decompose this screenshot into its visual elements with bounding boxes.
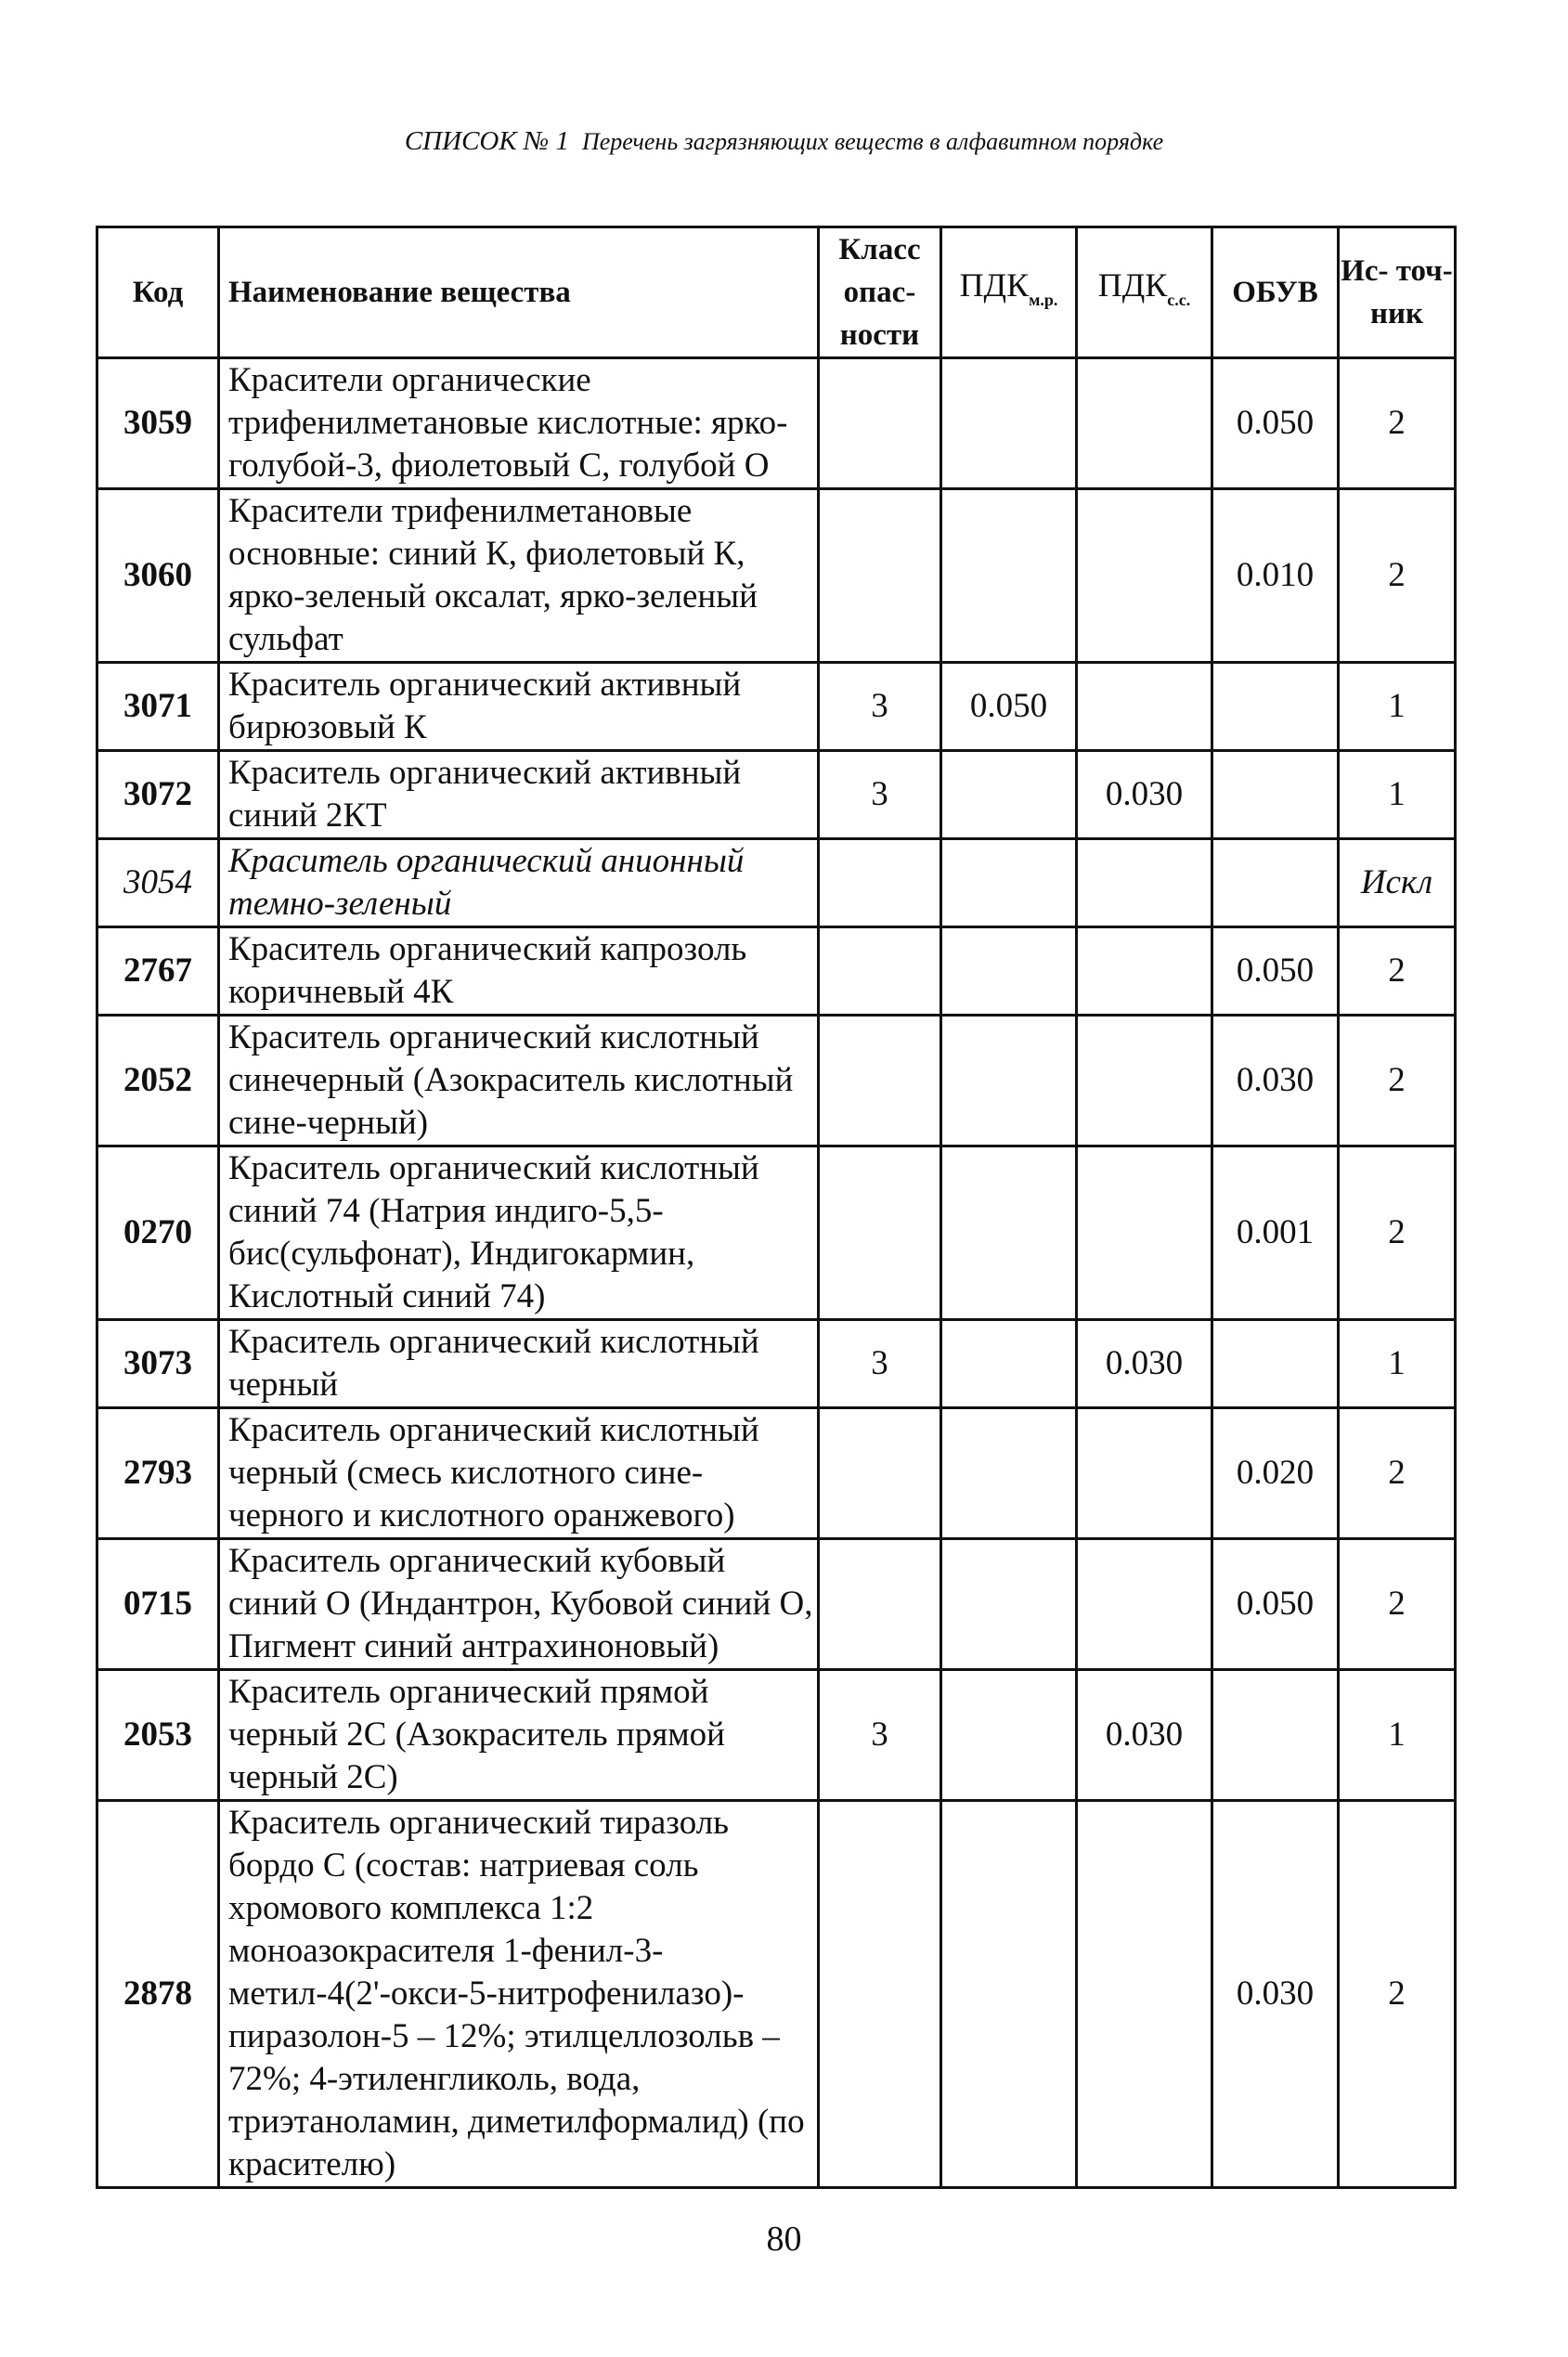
cell-pdk-ss (1077, 489, 1212, 663)
cell-code: 3054 (97, 839, 219, 927)
col-header-source (1339, 227, 1456, 358)
cell-source: 2 (1339, 358, 1456, 489)
col-header-pdk-mr (941, 227, 1077, 358)
cell-hazard-class (819, 1539, 941, 1670)
table-row (97, 663, 1456, 751)
cell-obuv (1212, 839, 1339, 927)
table-row (97, 1146, 1456, 1320)
cell-obuv (1212, 663, 1339, 751)
page-header (0, 126, 1568, 157)
cell-hazard-class (819, 1016, 941, 1146)
cell-pdk-ss (1077, 1408, 1212, 1539)
cell-obuv: 0.050 (1212, 927, 1339, 1016)
cell-pdk-mr: 0.050 (941, 663, 1077, 751)
cell-source: 2 (1339, 1539, 1456, 1670)
cell-pdk-mr (941, 1670, 1077, 1801)
cell-pdk-mr (941, 489, 1077, 663)
cell-hazard-class (819, 927, 941, 1016)
cell-pdk-ss (1077, 1539, 1212, 1670)
cell-hazard-class (819, 1801, 941, 2188)
cell-obuv: 0.010 (1212, 489, 1339, 663)
cell-name: Краситель органический кислотный синий 74 (Натрия индиго-5,5-бис(сульфонат), Индигокармин, Кислотный синий 74) (219, 1146, 819, 1320)
cell-source: 1 (1339, 751, 1456, 839)
table-row (97, 358, 1456, 489)
pdk-mr-subscript: м.р. (1029, 291, 1058, 309)
col-header-hazard-class (819, 227, 941, 358)
cell-pdk-mr (941, 1801, 1077, 2188)
cell-pdk-ss (1077, 1801, 1212, 2188)
cell-pdk-ss: 0.030 (1077, 1320, 1212, 1408)
table-row (97, 1801, 1456, 2188)
cell-source: 2 (1339, 927, 1456, 1016)
cell-name: Красители органические трифенилметановые кислотные: ярко-голубой-3, фиолетовый С, голубой О (219, 358, 819, 489)
cell-code: 0270 (97, 1146, 219, 1320)
cell-name: Краситель органический активный бирюзовый К (219, 663, 819, 751)
table-row (97, 489, 1456, 663)
cell-source: 2 (1339, 1408, 1456, 1539)
source-label: Ис- точ- ник (1341, 254, 1453, 330)
cell-name: Краситель органический капрозоль коричневый 4К (219, 927, 819, 1016)
cell-obuv: 0.050 (1212, 1539, 1339, 1670)
cell-name: Красители трифенилметановые основные: синий К, фиолетовый К, ярко-зеленый оксалат, ярко-зеленый сульфат (219, 489, 819, 663)
table-row-excluded (97, 839, 1456, 927)
cell-obuv: 0.050 (1212, 358, 1339, 489)
cell-code: 2767 (97, 927, 219, 1016)
pdk-ss-subscript: с.с. (1167, 291, 1191, 309)
cell-name: Краситель органический кислотный черный (смесь кислотного сине-черного и кислотного оранжевого) (219, 1408, 819, 1539)
cell-pdk-mr (941, 1408, 1077, 1539)
cell-pdk-mr (941, 751, 1077, 839)
cell-pdk-ss: 0.030 (1077, 1670, 1212, 1801)
col-header-code: Код (97, 227, 219, 358)
pdk-mr-label: ПДК (959, 266, 1030, 304)
cell-hazard-class: 3 (819, 663, 941, 751)
cell-pdk-ss: 0.030 (1077, 751, 1212, 839)
cell-source: 2 (1339, 489, 1456, 663)
cell-obuv: 0.020 (1212, 1408, 1339, 1539)
cell-name: Краситель органический кислотный синечерный (Азокраситель кислотный сине-черный) (219, 1016, 819, 1146)
cell-source: 2 (1339, 1801, 1456, 2188)
cell-hazard-class (819, 489, 941, 663)
cell-name: Краситель органический активный синий 2КТ (219, 751, 819, 839)
table-row (97, 1539, 1456, 1670)
substances-table (96, 226, 1457, 2189)
cell-pdk-ss (1077, 1016, 1212, 1146)
cell-code: 2052 (97, 1016, 219, 1146)
cell-pdk-mr (941, 358, 1077, 489)
page-number: 80 (766, 2220, 802, 2259)
cell-obuv: 0.001 (1212, 1146, 1339, 1320)
cell-pdk-mr (941, 1320, 1077, 1408)
cell-source: 1 (1339, 1320, 1456, 1408)
cell-name: Краситель органический кислотный черный (219, 1320, 819, 1408)
cell-pdk-ss (1077, 839, 1212, 927)
cell-pdk-mr (941, 1146, 1077, 1320)
cell-source: 1 (1339, 1670, 1456, 1801)
pdk-ss-label: ПДК (1097, 266, 1168, 304)
cell-obuv: 0.030 (1212, 1801, 1339, 2188)
cell-code: 0715 (97, 1539, 219, 1670)
cell-code: 2878 (97, 1801, 219, 2188)
cell-pdk-ss (1077, 1146, 1212, 1320)
cell-name: Краситель органический тиразоль бордо С (состав: натриевая соль хромового комплекса 1:2 моноазокрасителя 1-фенил-3-метил-4(2'-окси-5-нитрофенилазо)-пиразолон-5 – 12%; этилцеллозольв – 72%; 4-этиленгликоль, вода, триэтаноламин, диметилформалид) (по красителю) (219, 1801, 819, 2188)
cell-hazard-class (819, 839, 941, 927)
col-header-pdk-ss (1077, 227, 1212, 358)
cell-source: 2 (1339, 1146, 1456, 1320)
cell-name: Краситель органический анионный темно-зеленый (219, 839, 819, 927)
cell-code: 2053 (97, 1670, 219, 1801)
header-row (97, 227, 1456, 358)
cell-obuv: 0.030 (1212, 1016, 1339, 1146)
cell-hazard-class (819, 358, 941, 489)
cell-pdk-ss (1077, 358, 1212, 489)
cell-pdk-ss (1077, 663, 1212, 751)
cell-pdk-mr (941, 1016, 1077, 1146)
hazard-class-label: Класс опас- ности (838, 233, 921, 352)
table-row (97, 927, 1456, 1016)
cell-obuv (1212, 1670, 1339, 1801)
cell-source: 2 (1339, 1016, 1456, 1146)
cell-hazard-class: 3 (819, 751, 941, 839)
cell-source: 1 (1339, 663, 1456, 751)
cell-hazard-class: 3 (819, 1320, 941, 1408)
table-row (97, 751, 1456, 839)
list-title: СПИСОК № 1 (404, 126, 569, 156)
table-row (97, 1670, 1456, 1801)
cell-name: Краситель органический прямой черный 2С (Азокраситель прямой черный 2С) (219, 1670, 819, 1801)
cell-code: 3071 (97, 663, 219, 751)
cell-code: 2793 (97, 1408, 219, 1539)
cell-obuv (1212, 1320, 1339, 1408)
list-description: Перечень загрязняющих веществ в алфавитном порядке (581, 128, 1164, 155)
table-row (97, 1320, 1456, 1408)
cell-pdk-mr (941, 1539, 1077, 1670)
cell-obuv (1212, 751, 1339, 839)
cell-pdk-ss (1077, 927, 1212, 1016)
cell-code: 3073 (97, 1320, 219, 1408)
cell-code: 3059 (97, 358, 219, 489)
cell-pdk-mr (941, 927, 1077, 1016)
cell-pdk-mr (941, 839, 1077, 927)
table-row (97, 1408, 1456, 1539)
cell-code: 3060 (97, 489, 219, 663)
col-header-name: Наименование вещества (219, 227, 819, 358)
cell-hazard-class (819, 1408, 941, 1539)
col-header-obuv: ОБУВ (1212, 227, 1339, 358)
table-row (97, 1016, 1456, 1146)
cell-hazard-class: 3 (819, 1670, 941, 1801)
cell-hazard-class (819, 1146, 941, 1320)
cell-source: Искл (1339, 839, 1456, 927)
cell-name: Краситель органический кубовый синий О (Индантрон, Кубовой синий О, Пигмент синий антрахиноновый) (219, 1539, 819, 1670)
cell-code: 3072 (97, 751, 219, 839)
